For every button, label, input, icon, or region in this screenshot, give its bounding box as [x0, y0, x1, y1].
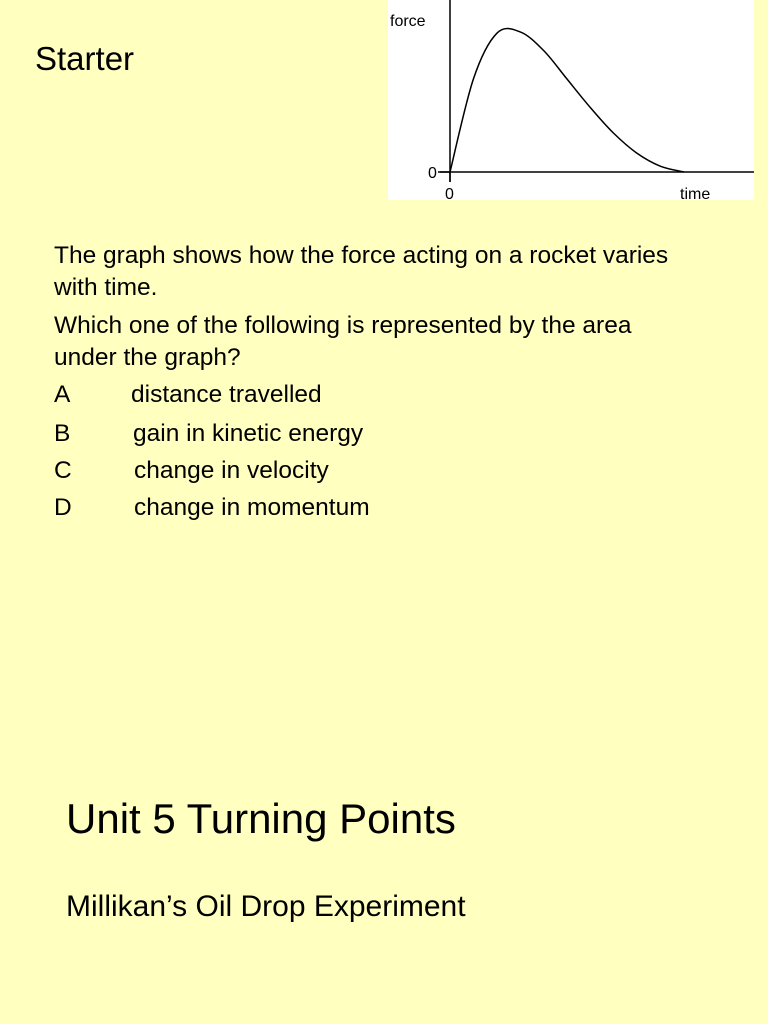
question-line-2: with time.	[54, 274, 158, 301]
y-tick-label: 0	[428, 165, 437, 182]
option-b-text: gain in kinetic energy	[133, 420, 364, 447]
question-line-4: under the graph?	[54, 344, 241, 371]
force-time-graph	[388, 0, 754, 200]
option-c-text: change in velocity	[134, 457, 329, 484]
question-line-1: The graph shows how the force acting on a rocket varies	[54, 242, 669, 269]
question-line-3: Which one of the following is represented by the area	[54, 312, 632, 339]
option-a-letter: A	[54, 381, 71, 408]
option-d-text: change in momentum	[134, 494, 370, 521]
unit-subtitle: Millikan’s Oil Drop Experiment	[66, 890, 466, 923]
option-c-letter: C	[54, 457, 72, 484]
option-b-letter: B	[54, 420, 71, 447]
x-tick-label: 0	[445, 186, 454, 200]
force-curve	[450, 29, 684, 172]
x-axis-label: time	[680, 186, 711, 200]
option-a-text: distance travelled	[131, 381, 322, 408]
unit-title: Unit 5 Turning Points	[66, 795, 456, 842]
y-axis-label: force	[390, 13, 426, 30]
option-d-letter: D	[54, 494, 72, 521]
graph-svg	[388, 0, 754, 200]
starter-heading: Starter	[35, 40, 135, 77]
